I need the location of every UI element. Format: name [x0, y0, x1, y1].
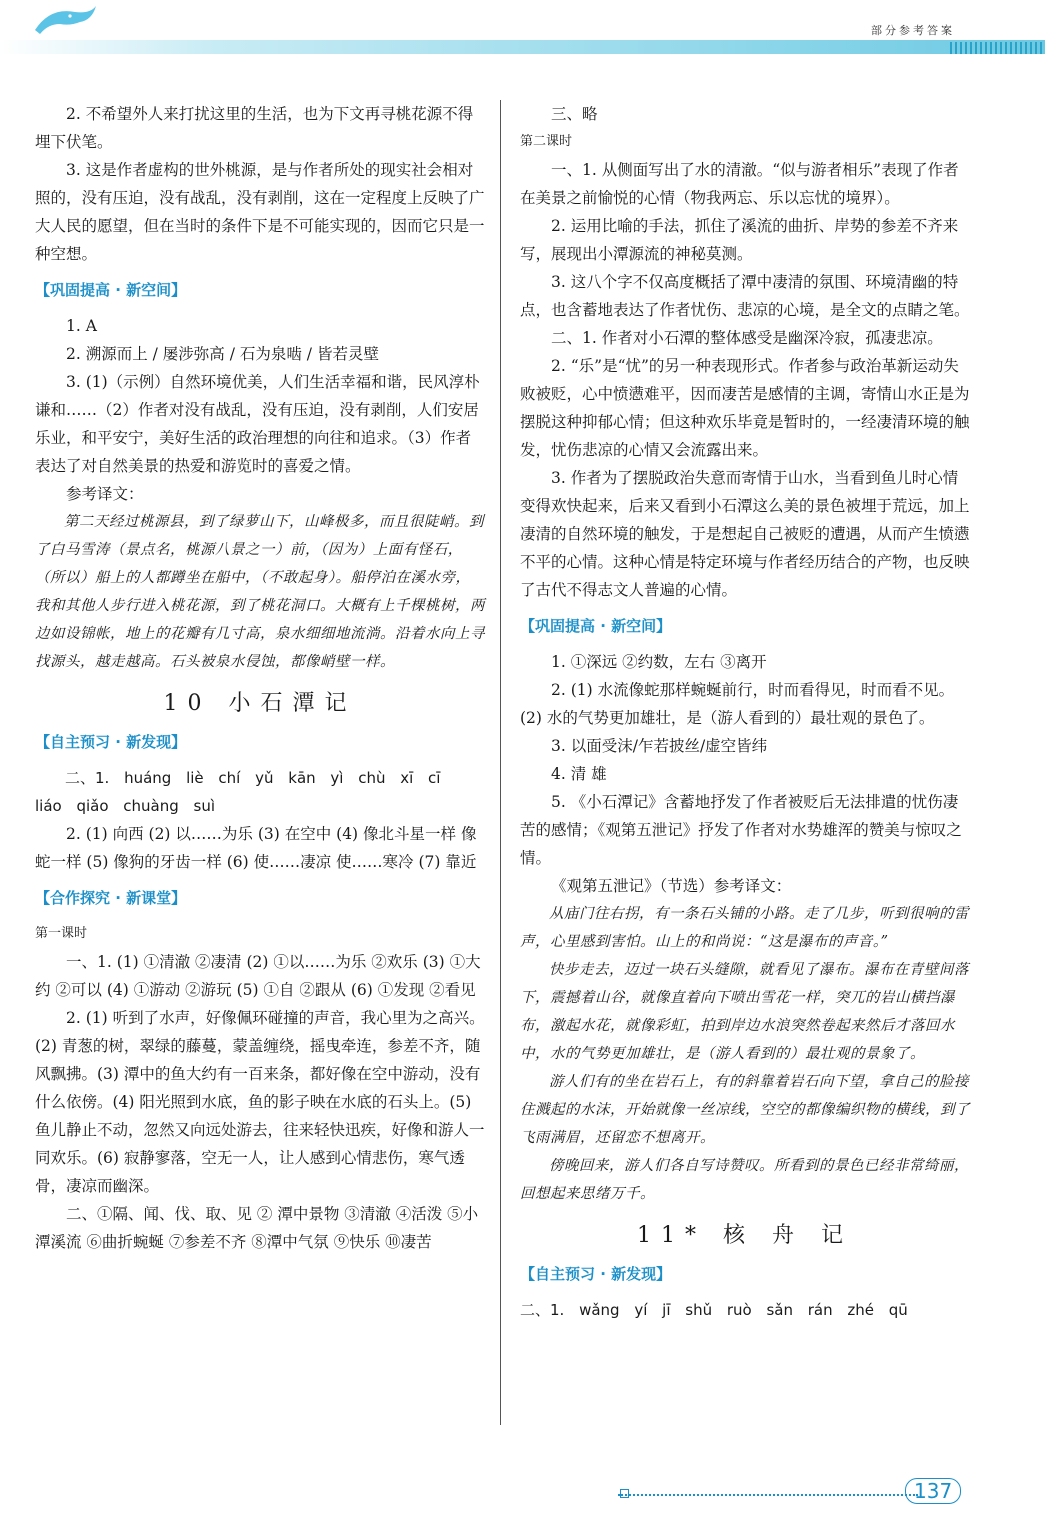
paragraph: 2. 不希望外人来打扰这里的生活，也为下文再寻桃花源不得埋下伏笔。	[35, 105, 474, 151]
section-tag: 【巩固提高 · 新空间】	[520, 617, 672, 635]
answer: 三、略	[551, 105, 598, 123]
left-column	[35, 100, 485, 1256]
answer: 2. (1) 听到了水声，好像佩环碰撞的声音，我心里为之高兴。(2) 青葱的树，翠绿的藤蔓，蒙盖缠绕，摇曳牵连，参差不齐，随风飘拂。(3) 潭中的鱼大约有一百来条，都好像在空中游动，没有什么依傍。(4) 阳光照到水底，鱼的影子映在水底的石头上。(5) 鱼儿静止不动，忽然又向远处游去，往来轻快迅疾，好像和游人一同欢乐。(6) 寂静寥落，空无一人，让人感到心情悲伤，寒气透骨，凄凉而幽深。	[35, 1009, 485, 1195]
column-divider	[500, 100, 501, 1425]
translation-text: 从庙门往右拐，有一条石头铺的小路。走了几步，听到很响的雷声，心里感到害怕。山上的和尚说：“这是瀑布的声音。”	[520, 906, 969, 950]
answer: 3. 这八个字不仅高度概括了潭中凄清的氛围、环境清幽的特点，也含蓄地表达了作者忧伤、悲凉的心境，是全文的点睛之笔。	[520, 273, 970, 319]
answer: 2. 运用比喻的手法，抓住了溪流的曲折、岸势的参差不齐来写，展现出小潭源流的神秘莫测。	[520, 217, 959, 263]
right-column	[520, 100, 970, 1324]
lesson-label: 第二课时	[520, 134, 573, 149]
answer: 一、1. (1) ①清澈 ②凄清 (2) ①以……为乐 ②欢乐 (3) ①大约 ②可以 (4) ①游动 ②游玩 (5) ①自 ②跟从 (6) ①发现 ②看见	[35, 953, 481, 999]
pinyin-line: liáo qiǎo chuàng suì	[35, 797, 216, 815]
paragraph: 3. 这是作者虚构的世外桃源，是与作者所处的现实社会相对照的，没有压迫，没有战乱，没有剥削，这在一定程度上反映了广大人民的愿望，但在当时的条件下是不可能实现的，因而它只是一种空想。	[35, 161, 485, 263]
section-tag: 【合作探究 · 新课堂】	[35, 889, 187, 907]
section-tag: 【巩固提高 · 新空间】	[35, 281, 187, 299]
translation-label: 参考译文：	[66, 485, 144, 503]
answer: 一、1. 从侧面写出了水的清澈。“似与游者相乐”表现了作者在美景之前愉悦的心情（物我两忘、乐以忘忧的境界）。	[520, 161, 959, 207]
footer-dotted-line	[618, 1494, 918, 1496]
lesson-label: 第一课时	[35, 926, 88, 941]
pinyin-line: 二、1. wǎng yí jī shǔ ruò sǎn rán zhé qū	[520, 1301, 908, 1319]
translation-text: 傍晚回来，游人们各自写诗赞叹。所看到的景色已经非常绮丽，回想起来思绪万千。	[520, 1158, 969, 1202]
answer: 3. 以面受沫/乍若披丝/虚空皆纬	[551, 737, 768, 755]
answer: 二、1. 作者对小石潭的整体感受是幽深冷寂，孤凄悲凉。	[551, 329, 943, 347]
answer: 2. (1) 水流像蛇那样蜿蜒前行，时而看得见，时而看不见。(2) 水的气势更加雄壮，是（游人看到的）最壮观的景色了。	[520, 681, 955, 727]
answer: 二、①隔、闻、伐、取、见 ② 潭中景物 ③清澈 ④活泼 ⑤小潭溪流 ⑥曲折蜿蜒 ⑦参差不齐 ⑧潭中气氛 ⑨快乐 ⑩凄苦	[35, 1205, 479, 1251]
chapter-title: 10 小石潭记	[163, 691, 357, 716]
page-number: 137	[905, 1478, 961, 1504]
header-band	[0, 40, 1045, 54]
answer: 4. 清 雄	[551, 765, 607, 783]
answer: 5. 《小石潭记》含蓄地抒发了作者被贬后无法排遣的忧伤凄苦的感情；《观第五泄记》抒发了作者对水势雄浑的赞美与惊叹之情。	[520, 793, 962, 867]
section-tag: 【自主预习 · 新发现】	[35, 733, 187, 751]
answer: 3. (1)（示例）自然环境优美，人们生活幸福和谐，民风淳朴谦和……（2）作者对没有战乱，没有压迫，没有剥削，人们安居乐业，和平安宁，美好生活的政治理想的向往和追求。（3）作者表达了对自然美景的热爱和游览时的喜爱之情。	[35, 373, 480, 475]
translation-text: 快步走去，迈过一块石头缝隙，就看见了瀑布。瀑布在青壁间落下，震撼着山谷，就像直着向下喷出雪花一样，突兀的岩山横挡瀑布，激起水花，就像彩虹，拍到岸边水浪突然卷起来然后才落回水中，水的气势更加雄壮，是（游人看到的）最壮观的景象了。	[520, 962, 969, 1062]
section-tag: 【自主预习 · 新发现】	[520, 1265, 672, 1283]
answer: 1. A	[66, 317, 97, 335]
chapter-title: 11* 核 舟 记	[637, 1223, 853, 1248]
dolphin-logo-icon	[30, 2, 100, 38]
answer: 1. ①深远 ②约数，左右 ③离开	[551, 653, 767, 671]
header-title: 部分参考答案	[871, 24, 955, 37]
page-header	[0, 0, 1045, 60]
answer: 2. (1) 向西 (2) 以……为乐 (3) 在空中 (4) 像北斗星一样 像蛇一样 (5) 像狗的牙齿一样 (6) 使……凄凉 使……寒冷 (7) 靠近	[35, 825, 477, 871]
translation-text: 游人们有的坐在岩石上，有的斜靠着岩石向下望，拿自己的脸接住溅起的水沫，开始就像一丝凉线，空空的都像编织物的横线，到了飞雨满眉，还留恋不想离开。	[520, 1074, 970, 1146]
answer: 2. 溯源而上 / 屡涉弥高 / 石为泉啮 / 皆若灵壁	[66, 345, 379, 363]
translation-label: 《观第五泄记》（节选）参考译文：	[551, 877, 792, 895]
header-stripes	[950, 42, 1045, 54]
answer: 2. “乐”是“忧”的另一种表现形式。作者参与政治革新运动失败被贬，心中愤懑难平，因而凄苦是感情的主调，寄情山水正是为摆脱这种抑郁心情；但这种欢乐毕竟是暂时的，一经凄清环境的触发，忧伤悲凉的心情又会流露出来。	[520, 357, 970, 459]
answer: 3. 作者为了摆脱政治失意而寄情于山水，当看到鱼儿时心情变得欢快起来，后来又看到小石潭这么美的景色被埋于荒远，加上凄清的自然环境的触发，于是想起自己被贬的遭遇，从而产生愤懑不平的心情。这种心情是特定环境与作者经历结合的产物，也反映了古代不得志文人普遍的心情。	[520, 469, 970, 599]
translation-text: 第二天经过桃源县，到了绿萝山下，山峰极多，而且很陡峭。到了白马雪涛（景点名，桃源八景之一）前，（因为）上面有怪石，（所以）船上的人都蹲坐在船中，（不敢起身）。船停泊在溪水旁，我和其他人步行进入桃花源，到了桃花洞口。大概有上千棵桃树，两边如设锦帐，地上的花瓣有几寸高，泉水细细地流淌。沿着水向上寻找源头，越走越高。石头被泉水侵蚀，都像峭壁一样。	[35, 514, 485, 670]
pinyin-line: 二、1. huáng liè chí yǔ kān yì chù xī cī	[65, 769, 441, 787]
